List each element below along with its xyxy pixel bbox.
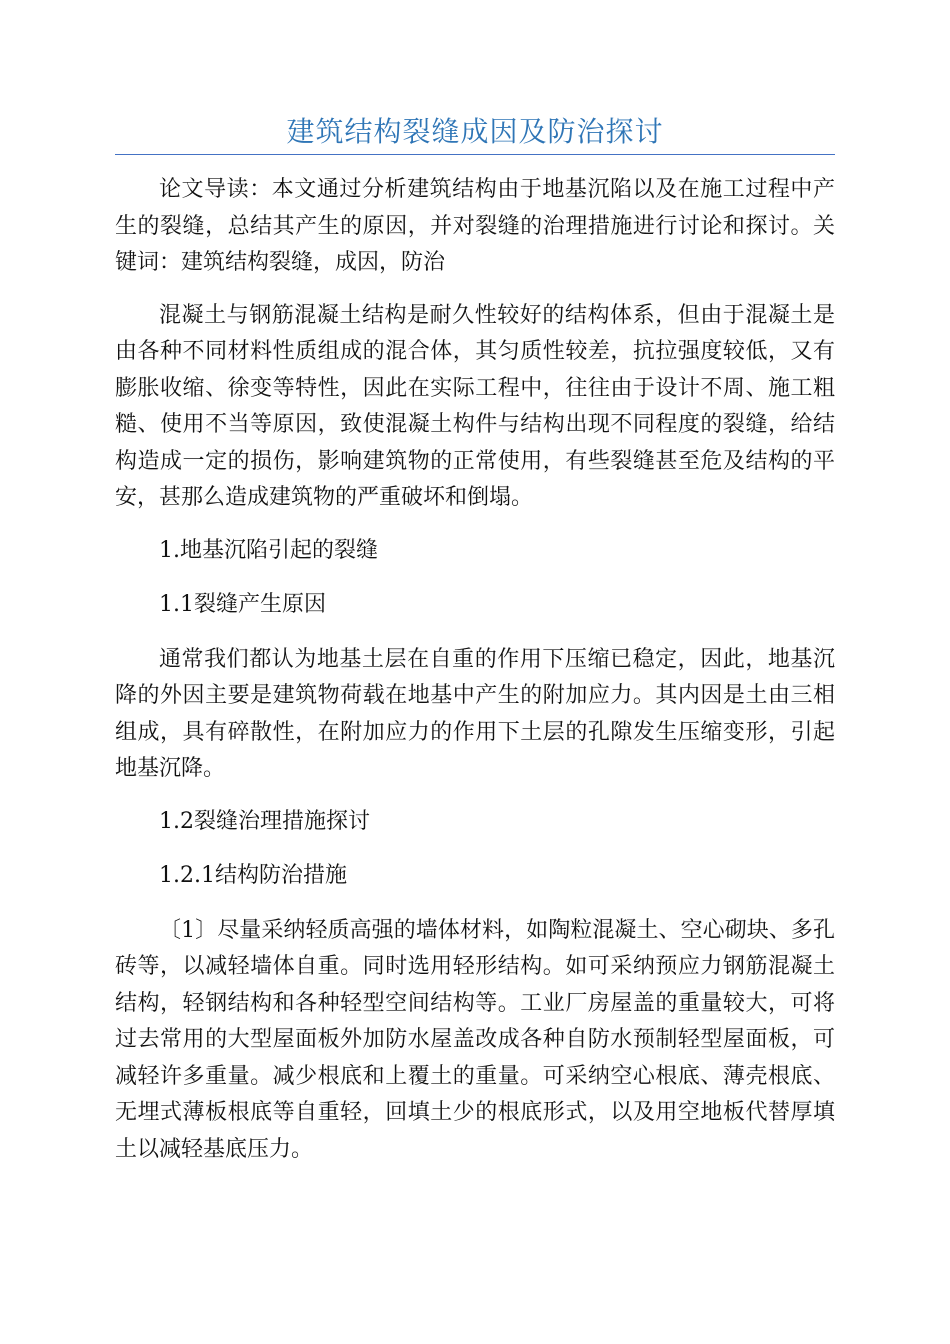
document-title: 建筑结构裂缝成因及防治探讨 [286, 115, 664, 148]
section-heading-1-2-1: 1.2.1结构防治措施 [159, 863, 347, 888]
section-heading-1-2: 1.2裂缝治理措施探讨 [159, 808, 370, 834]
section-heading-1: 1.地基沉陷引起的裂缝 [159, 537, 378, 563]
document-body [115, 172, 835, 1184]
title-underline [115, 154, 835, 155]
intro-paragraph: 混凝土与钢筋混凝土结构是耐久性较好的结构体系，但由于混凝土是由各种不同材料性质组成的混合体，其匀质性较差，抗拉强度较低，又有膨胀收缩、徐变等特性，因此在实际工程中，往往由于设计不周、施工粗糙、使用不当等原因，致使混凝土构件与结构出现不同程度的裂缝，给结构造成一定的损伤，影响建筑物的正常使用，有些裂缝甚至危及结构的平安，甚那么造成建筑物的严重破坏和倒塌。 [115, 302, 835, 510]
section-heading-1-1: 1.1裂缝产生原因 [159, 592, 326, 617]
measures-paragraph: 〔1〕尽量采纳轻质高强的墙体材料，如陶粒混凝土、空心砌块、多孔砖等，以减轻墙体自重。同时选用轻形结构。如可采纳预应力钢筋混凝土结构，轻钢结构和各种轻型空间结构等。工业厂房屋盖的重量较大，可将过去常用的大型屋面板外加防水屋盖改成各种自防水预制轻型屋面板，可减轻许多重量。减少根底和上覆土的重量。可采纳空心根底、薄壳根底、无埋式薄板根底等自重轻，回填土少的根底形式，以及用空地板代替厚填土以减轻基底压力。 [115, 917, 835, 1162]
abstract-paragraph: 论文导读：本文通过分析建筑结构由于地基沉陷以及在施工过程中产生的裂缝，总结其产生的原因，并对裂缝的治理措施进行讨论和探讨。关键词：建筑结构裂缝，成因，防治 [115, 177, 835, 275]
cause-paragraph: 通常我们都认为地基土层在自重的作用下压缩已稳定，因此，地基沉降的外因主要是建筑物荷载在地基中产生的附加应力。其内因是土由三相组成，具有碎散性，在附加应力的作用下土层的孔隙发生压缩变形，引起地基沉降。 [115, 646, 835, 781]
